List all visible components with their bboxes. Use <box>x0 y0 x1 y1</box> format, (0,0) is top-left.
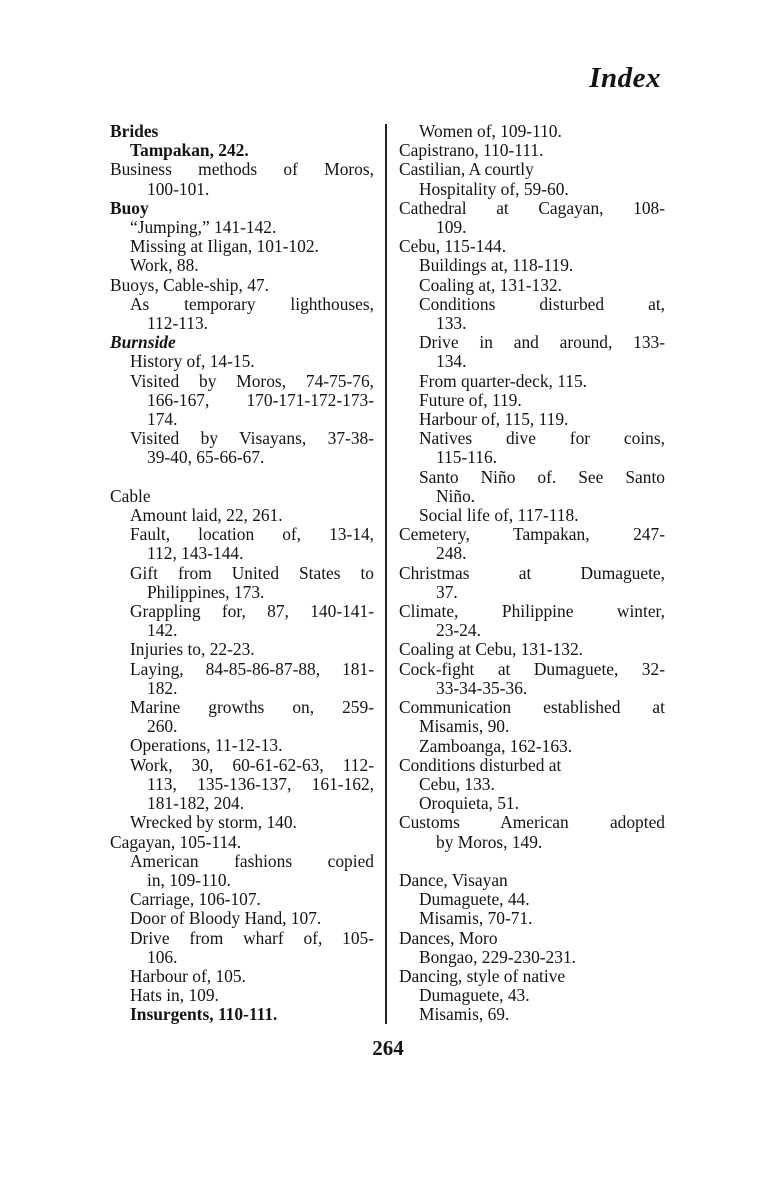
index-entry: Social life of, 117-118. <box>419 505 579 526</box>
index-entry: 174. <box>147 409 178 430</box>
index-entry: 248. <box>436 543 467 564</box>
index-entry: 23-24. <box>436 620 481 641</box>
index-entry: Santo Niño of. See Santo <box>419 466 665 487</box>
index-entry: 181-182, 204. <box>147 793 245 814</box>
index-entry: Operations, 11-12-13. <box>130 735 283 756</box>
index-entry: From quarter-deck, 115. <box>419 370 588 391</box>
index-entry: As temporary lighthouses, <box>130 293 374 314</box>
index-entry: 112-113. <box>147 313 209 334</box>
index-entry: Oroquieta, 51. <box>419 793 519 814</box>
index-entry: Dances, Moro <box>399 927 498 948</box>
index-entry: Conditions disturbed at <box>399 754 562 775</box>
index-entry: Communication established at <box>399 697 665 718</box>
index-entry: Cagayan, 105-114. <box>110 831 242 852</box>
index-entry: History of, 14-15. <box>130 351 255 372</box>
index-entry: Fault, location of, 13-14, <box>130 524 374 545</box>
index-entry: in, 109-110. <box>147 869 231 890</box>
index-entry: 106. <box>147 946 178 967</box>
index-entry: Castilian, A courtly <box>399 159 534 180</box>
index-column-right <box>399 122 665 1025</box>
index-entry: 39-40, 65-66-67. <box>147 447 265 468</box>
index-entry: 100-101. <box>147 178 210 199</box>
index-entry: 33-34-35-36. <box>436 677 528 698</box>
index-entry: Burnside <box>110 332 176 353</box>
index-entry: Gift from United States to <box>130 562 374 583</box>
index-entry: Marine growths on, 259- <box>130 697 374 718</box>
index-entry: 112, 143-144. <box>147 543 244 564</box>
index-entry: Cebu, 115-144. <box>399 236 507 257</box>
index-entry: Insurgents, 110-111. <box>130 1004 278 1025</box>
index-entry: 133. <box>436 313 467 334</box>
index-entry: 115-116. <box>436 447 498 468</box>
index-entry: Amount laid, 22, 261. <box>130 505 283 526</box>
column-divider <box>385 124 387 1024</box>
index-entry: Climate, Philippine winter, <box>399 601 665 622</box>
index-entry: Philippines, 173. <box>147 581 265 602</box>
index-entry: Coaling at, 131-132. <box>419 274 562 295</box>
index-entry: Tampakan, 242. <box>130 140 249 161</box>
index-entry: Women of, 109-110. <box>419 121 562 141</box>
index-entry: Cock-fight at Dumaguete, 32- <box>399 658 665 679</box>
index-entry: Bongao, 229-230-231. <box>419 946 576 967</box>
index-entry: “Jumping,” 141-142. <box>130 217 277 238</box>
index-entry: Injuries to, 22-23. <box>130 639 255 660</box>
index-entry: 134. <box>436 351 467 372</box>
index-entry: Carriage, 106-107. <box>130 889 261 910</box>
index-entry: Cemetery, Tampakan, 247- <box>399 524 665 545</box>
index-entry: Missing at Iligan, 101-102. <box>130 236 319 257</box>
index-entry: Natives dive for coins, <box>419 428 665 449</box>
index-entry: Buildings at, 118-119. <box>419 255 574 276</box>
index-entry: Hospitality of, 59-60. <box>419 178 569 199</box>
index-entry: Work, 30, 60-61-62-63, 112- <box>130 754 374 775</box>
index-entry: Cable <box>110 485 151 506</box>
index-entry: by Moros, 149. <box>436 831 543 852</box>
index-entry: Dancing, style of native <box>399 965 566 986</box>
blank-line <box>399 852 665 871</box>
index-entry: Visited by Visayans, 37-38- <box>130 428 374 449</box>
index-entry: Brides <box>110 121 159 141</box>
index-entry: Cathedral at Cagayan, 108- <box>399 197 665 218</box>
index-entry: Hats in, 109. <box>130 985 219 1006</box>
index-entry: Wrecked by storm, 140. <box>130 812 297 833</box>
index-entry: Work, 88. <box>130 255 199 276</box>
index-entry: Capistrano, 110-111. <box>399 140 544 161</box>
index-entry: 182. <box>147 677 178 698</box>
page-number: 264 <box>372 1036 404 1060</box>
index-entry: Misamis, 90. <box>419 716 510 737</box>
index-entry: Harbour of, 115, 119. <box>419 409 569 430</box>
index-entry: Dumaguete, 44. <box>419 889 530 910</box>
index-entry: 109. <box>436 217 467 238</box>
index-entry: Coaling at Cebu, 131-132. <box>399 639 584 660</box>
index-entry: Conditions disturbed at, <box>419 293 665 314</box>
index-entry: Christmas at Dumaguete, <box>399 562 665 583</box>
index-entry: Buoy <box>110 197 149 218</box>
index-entry: Visited by Moros, 74-75-76, <box>130 370 374 391</box>
index-entry: Drive in and around, 133- <box>419 332 665 353</box>
running-head: Index <box>589 62 661 94</box>
index-entry: Misamis, 69. <box>419 1004 510 1025</box>
index-entry: Laying, 84-85-86-87-88, 181- <box>130 658 374 679</box>
index-entry: American fashions copied <box>130 850 374 871</box>
index-entry: Zamboanga, 162-163. <box>419 735 573 756</box>
index-entry: Harbour of, 105. <box>130 965 246 986</box>
index-entry: Business methods of Moros, <box>110 159 374 180</box>
index-entry: 37. <box>436 581 458 602</box>
index-entry: Customs American adopted <box>399 812 665 833</box>
index-entry: Buoys, Cable-ship, 47. <box>110 274 269 295</box>
index-entry: 113, 135-136-137, 161-162, <box>147 773 374 794</box>
index-entry: 260. <box>147 716 178 737</box>
index-entry: Grappling for, 87, 140-141- <box>130 601 374 622</box>
index-column-left <box>110 122 374 1025</box>
blank-line <box>110 468 374 487</box>
index-entry: Future of, 119. <box>419 389 522 410</box>
index-entry: Dumaguete, 43. <box>419 985 530 1006</box>
index-entry: 166-167, 170-171-172-173- <box>147 389 374 410</box>
index-entry: Misamis, 70-71. <box>419 908 533 929</box>
index-entry: Door of Bloody Hand, 107. <box>130 908 322 929</box>
index-entry: Drive from wharf of, 105- <box>130 927 374 948</box>
index-entry: Niño. <box>436 485 476 506</box>
index-entry: 142. <box>147 620 178 641</box>
index-entry: Cebu, 133. <box>419 773 495 794</box>
index-entry: Dance, Visayan <box>399 869 508 890</box>
